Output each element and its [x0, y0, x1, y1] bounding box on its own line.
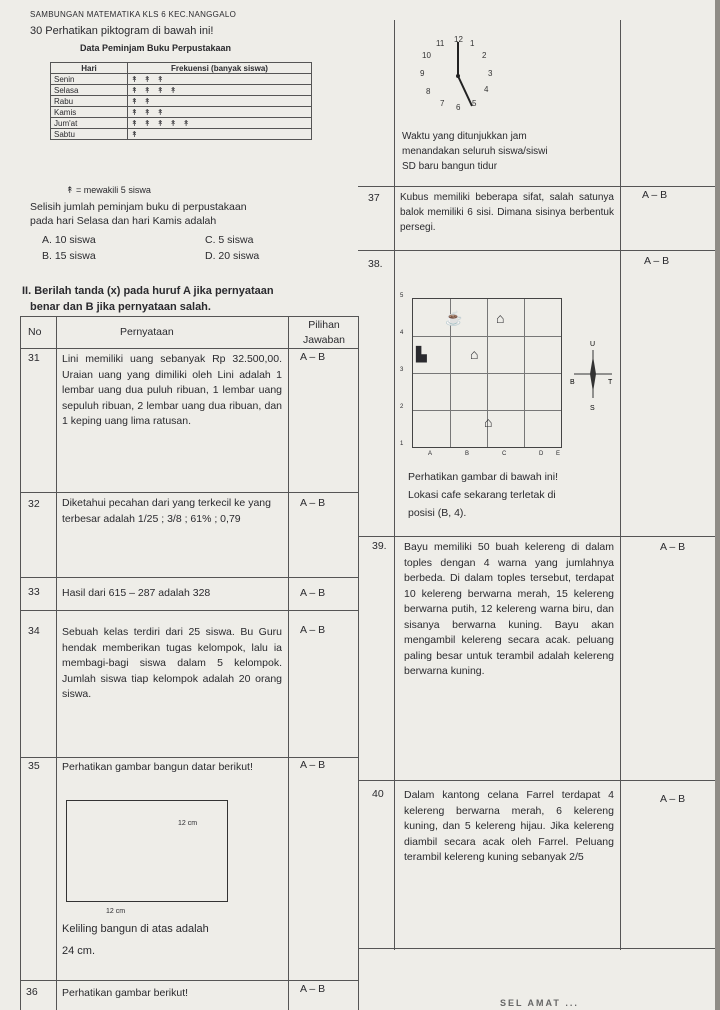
- q35-number: 35: [28, 760, 40, 772]
- map-caption3: posisi (B, 4).: [408, 507, 467, 519]
- q35-text: Perhatikan gambar bangun datar berikut!: [62, 761, 253, 773]
- compass-north: U: [590, 341, 596, 348]
- option-d: D. 20 siswa: [205, 250, 260, 262]
- section2-line1: II. Berilah tanda (x) pada huruf A jika pernyataan: [22, 285, 274, 297]
- clock-number: 3: [488, 69, 493, 78]
- col-choice: Pilihan Jawaban: [302, 319, 346, 346]
- person-icon: ↟: [66, 185, 77, 195]
- clock-number: 2: [482, 51, 487, 60]
- map-x-label: B: [465, 451, 470, 457]
- q33-text: Hasil dari 615 – 287 adalah 328: [62, 587, 211, 599]
- q40-number: 40: [372, 788, 384, 800]
- section2-line2: benar dan B jika pernyataan salah.: [30, 301, 211, 313]
- q30-line2: pada hari Selasa dan hari Kamis adalah: [30, 215, 217, 227]
- q34-text: Sebuah kelas terdiri dari 25 siswa. Bu Guru hendak memberikan tugas kelompok, lalu ia membagi-bagi siswa dalam 5 kelompok. Jumlah siswa tiap kelompok adalah 20 orang siswa.: [62, 626, 282, 700]
- student-icons: ↟ ↟ ↟ ↟: [128, 85, 312, 96]
- map-caption2: Lokasi cafe sekarang terletak di: [408, 489, 556, 501]
- q32-text: Diketahui pecahan dari yang terkecil ke yang terbesar adalah 1/25 ; 3/8 ; 61% ; 0,79: [62, 497, 271, 525]
- cafe-icon: ☕: [445, 310, 463, 326]
- clock-caption3: SD baru bangun tidur: [402, 161, 498, 172]
- day-cell: Rabu: [51, 96, 128, 107]
- map-y-label: 4: [400, 330, 404, 336]
- map-x-label: C: [502, 451, 507, 457]
- restaurant-icon: ⌂: [496, 310, 505, 326]
- q37-text: Kubus memiliki beberapa sifat, salah satunya balok memiliki 6 sisi. Dimana sisinya berbentuk persegi.: [400, 192, 614, 233]
- q39-text: Bayu memiliki 50 buah kelereng di dalam toples dengan 4 warna yang jumlahnya berbeda. Di dalam toples tersebut, terdapat 10 kelereng berwarna merah, 15 kelereng berwarna putih, 12 kelereng warna biru, dan sisanya berwarna kuning. Bayu akan mengambil kelereng secara acak. peluang paling besar untuk terambil adalah kelereng berwarna kuning.: [404, 541, 614, 677]
- map-y-label: 2: [400, 404, 404, 410]
- q33-choice[interactable]: A – B: [300, 587, 326, 599]
- clock-icon: [410, 30, 506, 122]
- clock-number: 8: [426, 87, 431, 96]
- header-day: Hari: [51, 63, 128, 74]
- factory-icon: ▙: [416, 346, 427, 362]
- school-icon: ⌂: [484, 414, 493, 430]
- q38-number: 38.: [368, 258, 383, 270]
- q31-number: 31: [28, 352, 40, 364]
- student-icons: ↟ ↟ ↟: [128, 107, 312, 118]
- q35-rectangle: [66, 800, 228, 902]
- clock-number: 12: [454, 35, 463, 44]
- clock-number: 1: [470, 39, 475, 48]
- map-y-label: 3: [400, 367, 404, 373]
- map-x-label: D: [539, 451, 544, 457]
- day-cell: Selasa: [51, 85, 128, 96]
- col-no: No: [28, 326, 42, 338]
- q40-text: Dalam kantong celana Farrel terdapat 4 kelereng berwarna merah, 6 kelereng kuning, dan 5 kelereng hijau. Jika kelereng diambil secara acak oleh Farrel. Peluang terambil kelereng kuning sebanyak 2/5: [404, 789, 614, 863]
- compass-east: T: [608, 379, 613, 386]
- q36-text: Perhatikan gambar berikut!: [62, 987, 189, 999]
- map-y-label: 1: [400, 441, 404, 447]
- compass-west: B: [570, 379, 575, 386]
- q35-choice[interactable]: A – B: [300, 759, 326, 771]
- header-frequency: Frekuensi (banyak siswa): [128, 63, 312, 74]
- clock-number: 7: [440, 99, 445, 108]
- clock-number: 9: [420, 69, 425, 78]
- q31-choice[interactable]: A – B: [300, 351, 326, 363]
- q31-text: Lini memiliki uang sebanyak Rp 32.500,00. Uraian uang yang dimiliki oleh Lini adalah 1 lembar uang dua puluh ribuan, 1 lembar uang sepuluh ribuan, 2 lembar uang dua ribuan, dan 1 keping uang lima ratusan.: [62, 353, 282, 427]
- clock-caption1: Waktu yang ditunjukkan jam: [402, 131, 527, 142]
- q30-heading: 30 Perhatikan piktogram di bawah ini!: [30, 25, 214, 37]
- clock-number: 10: [422, 51, 431, 60]
- q36-number: 36: [26, 986, 38, 998]
- q34-number: 34: [28, 625, 40, 637]
- q35-bottom-label: 12 cm: [106, 908, 126, 915]
- q32-choice[interactable]: A – B: [300, 497, 326, 509]
- q37-choice[interactable]: A – B: [642, 189, 668, 201]
- q37-number: 37: [368, 192, 380, 204]
- q33-number: 33: [28, 586, 40, 598]
- q36-choice[interactable]: A – B: [300, 983, 326, 995]
- day-cell: Jum'at: [51, 118, 128, 129]
- clock-number: 4: [484, 85, 489, 94]
- student-icons: ↟ ↟ ↟ ↟ ↟: [128, 118, 312, 129]
- option-a: A. 10 siswa: [42, 234, 96, 246]
- q35-caption1: Keliling bangun di atas adalah: [62, 923, 209, 935]
- student-icons: ↟: [128, 129, 312, 140]
- pictogram-legend: [66, 184, 151, 196]
- map-y-label: 5: [400, 293, 404, 299]
- option-c: C. 5 siswa: [205, 234, 254, 246]
- q40-choice[interactable]: A – B: [660, 793, 686, 805]
- clock-number: 11: [436, 39, 445, 48]
- day-cell: Kamis: [51, 107, 128, 118]
- q39-choice[interactable]: A – B: [660, 541, 686, 553]
- q34-choice[interactable]: A – B: [300, 624, 326, 636]
- student-icons: ↟ ↟: [128, 96, 312, 107]
- map-x-label: E: [556, 451, 561, 457]
- q32-number: 32: [28, 498, 40, 510]
- col-statement: Pernyataan: [120, 326, 174, 338]
- student-icons: ↟ ↟ ↟: [128, 74, 312, 85]
- day-cell: Sabtu: [51, 129, 128, 140]
- day-cell: Senin: [51, 74, 128, 85]
- book-title: SAMBUNGAN MATEMATIKA KLS 6 KEC.NANGGALO: [30, 10, 237, 19]
- pictogram-table: [50, 62, 312, 140]
- q38-choice[interactable]: A – B: [644, 255, 670, 267]
- legend-text: = mewakili 5 siswa: [76, 185, 151, 195]
- q35-caption2: 24 cm.: [62, 945, 96, 957]
- clock-caption2: menandakan seluruh siswa/siswi: [402, 146, 548, 157]
- q39-number: 39.: [372, 540, 387, 552]
- map-caption1: Perhatikan gambar di bawah ini!: [408, 471, 559, 483]
- clock-number: 5: [472, 99, 477, 108]
- compass-icon: [570, 336, 616, 414]
- clock-number: 6: [456, 103, 461, 112]
- compass-south: S: [590, 405, 595, 412]
- footer-fragment: SEL AMAT ...: [500, 998, 579, 1008]
- map-x-label: A: [428, 451, 433, 457]
- pictogram-title: Data Peminjam Buku Perpustakaan: [80, 43, 232, 53]
- q35-side-label: 12 cm: [178, 820, 198, 827]
- option-b: B. 15 siswa: [42, 250, 96, 262]
- house-icon: ⌂: [470, 346, 479, 362]
- q30-line1: Selisih jumlah peminjam buku di perpustakaan: [30, 201, 247, 213]
